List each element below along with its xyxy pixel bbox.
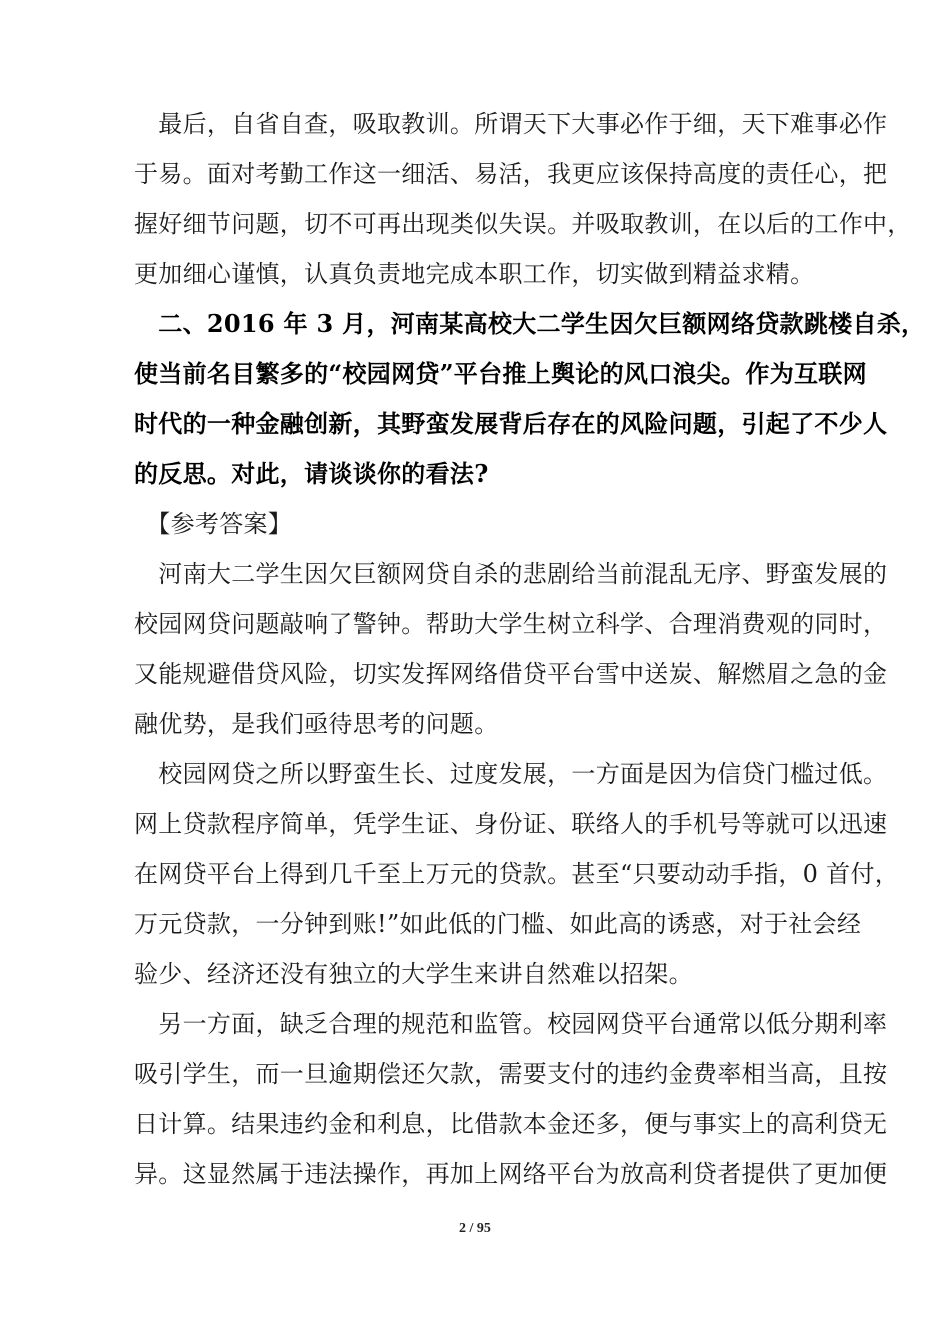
paragraph-2-line-2: 校园网贷问题敲响了警钟。帮助大学生树立科学、合理消费观的同时，: [134, 610, 888, 638]
paragraph-3-line-5: 验少、经济还没有独立的大学生来讲自然难以招架。: [134, 960, 693, 988]
paragraph-3-line-3: 在网贷平台上得到几千至上万元的贷款。甚至“只要动动手指，0 首付，: [134, 860, 900, 888]
paragraph-2-line-3: 又能规避借贷风险，切实发挥网络借贷平台雪中送炭、解燃眉之急的金: [134, 660, 888, 688]
question-heading-line-2: 使当前名目繁多的“校园网贷”平台推上舆论的风口浪尖。作为互联网: [134, 359, 867, 388]
reference-answer-label: 【参考答案】: [134, 510, 293, 538]
paragraph-2-line-4: 融优势，是我们亟待思考的问题。: [134, 710, 499, 738]
paragraph-2-line-1: 河南大二学生因欠巨额网贷自杀的悲剧给当前混乱无序、野蛮发展的: [134, 560, 888, 588]
paragraph-1-line-2: 于易。面对考勤工作这一细活、易活，我更应该保持高度的责任心，把: [134, 160, 888, 188]
paragraph-3-line-1: 校园网贷之所以野蛮生长、过度发展，一方面是因为信贷门槛过低。: [134, 760, 888, 788]
page-number: 2 / 95: [459, 1221, 491, 1236]
paragraph-4-line-4: 异。这显然属于违法操作，再加上网络平台为放高利贷者提供了更加便: [134, 1160, 888, 1188]
question-heading-line-1: 二、2016 年 3 月，河南某高校大二学生因欠巨额网络贷款跳楼自杀，: [134, 309, 926, 338]
paragraph-1-line-4: 更加细心谨慎，认真负责地完成本职工作，切实做到精益求精。: [134, 260, 815, 288]
paragraph-4-line-3: 日计算。结果违约金和利息，比借款本金还多，便与事实上的高利贷无: [134, 1110, 888, 1138]
paragraph-1-line-1: 最后，自省自查，吸取教训。所谓天下大事必作于细，天下难事必作: [134, 110, 888, 138]
paragraph-4-line-2: 吸引学生，而一旦逾期偿还欠款，需要支付的违约金费率相当高，且按: [134, 1060, 888, 1088]
paragraph-3-line-2: 网上贷款程序简单，凭学生证、身份证、联络人的手机号等就可以迅速: [134, 810, 888, 838]
paragraph-4-line-1: 另一方面，缺乏合理的规范和监管。校园网贷平台通常以低分期利率: [134, 1010, 888, 1038]
paragraph-3-line-4: 万元贷款，一分钟到账!”如此低的门槛、如此高的诱惑，对于社会经: [134, 910, 862, 938]
question-heading-line-4: 的反思。对此，请谈谈你的看法?: [134, 459, 489, 488]
question-heading-line-3: 时代的一种金融创新，其野蛮发展背后存在的风险问题，引起了不少人: [134, 409, 888, 438]
paragraph-1-line-3: 握好细节问题，切不可再出现类似失误。并吸取教训，在以后的工作中，: [134, 210, 912, 238]
